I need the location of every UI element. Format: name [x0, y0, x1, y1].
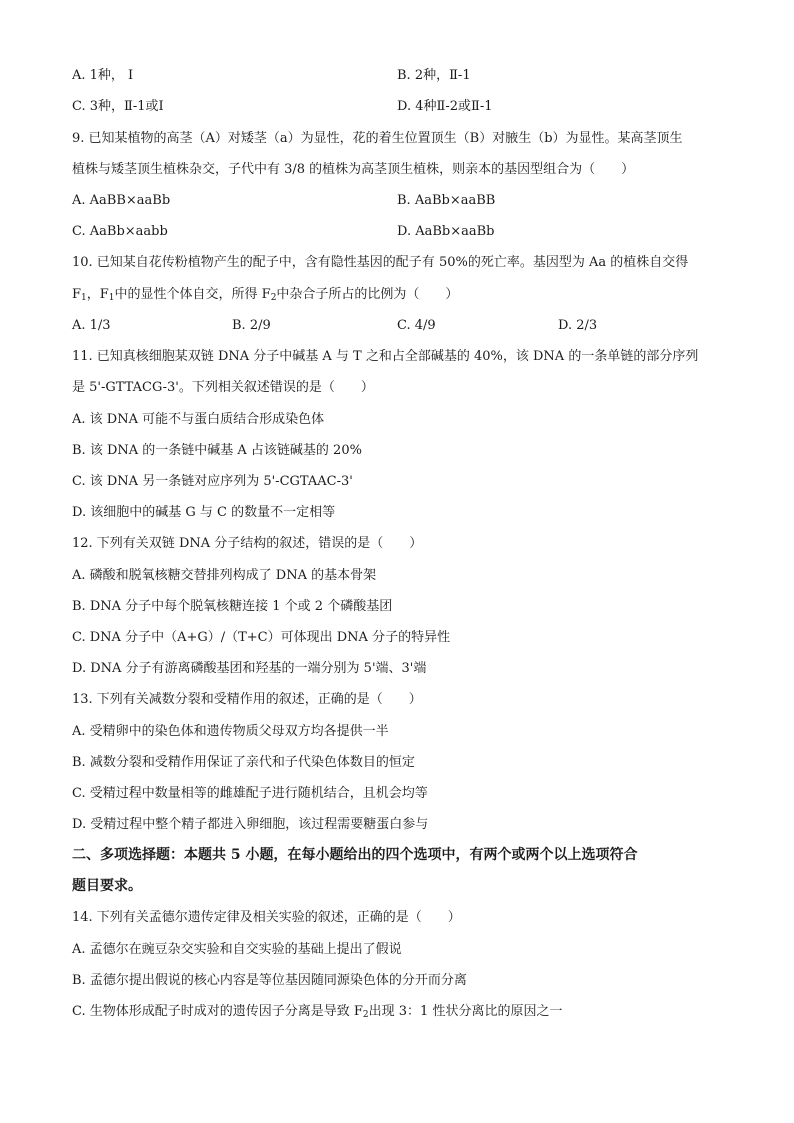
q10-text-mid: ，F [86, 287, 109, 302]
q10-subscript-1: 1 [81, 293, 87, 303]
q9-option-a: A. AaBB×aaBb [72, 193, 171, 208]
q9-stem-line2: 植株与矮茎顶生植株杂交，子代中有 3/8 的植株为高茎顶生植株，则亲本的基因型组合为（ ） [72, 162, 635, 177]
section-2-heading-line1: 二、多项选择题：本题共 5 小题，在每小题给出的四个选项中，有两个或两个以上选项符合 [72, 847, 638, 863]
q14-option-c-subscript: 2 [362, 1010, 369, 1020]
q8-option-a: A. 1种， Ⅰ [72, 68, 134, 83]
q11-stem-line2: 是 5'-GTTACG-3'。下列相关叙述错误的是（ ） [72, 380, 374, 395]
q10-stem-line1: 10. 已知某自花传粉植物产生的配子中，含有隐性基因的配子有 50%的死亡率。基因型为 Aa 的植株自交得 [72, 255, 689, 270]
q11-option-b: B. 该 DNA 的一条链中碱基 A 占该链碱基的 20% [72, 443, 362, 458]
q12-option-b: B. DNA 分子中每个脱氧核糖连接 1 个或 2 个磷酸基团 [72, 599, 393, 614]
q14-option-c-text: C. 生物体形成配子时成对的遗传因子分离是导致 F [72, 1004, 363, 1019]
q8-option-c: C. 3种，Ⅱ-1或Ⅰ [72, 99, 164, 114]
q13-option-c: C. 受精过程中数量相等的雌雄配子进行随机结合，且机会均等 [72, 786, 428, 801]
q12-option-d: D. DNA 分子有游离磷酸基团和羟基的一端分别为 5'端、3'端 [72, 661, 427, 676]
q9-option-d: D. AaBb×aaBb [397, 224, 495, 239]
q12-stem: 12. 下列有关双链 DNA 分子结构的叙述，错误的是（ ） [72, 536, 423, 551]
q10-text-mid2: 中的显性个体自交，所得 F [114, 287, 271, 302]
q11-option-a: A. 该 DNA 可能不与蛋白质结合形成染色体 [72, 412, 325, 427]
q13-option-d: D. 受精过程中整个精子都进入卵细胞，该过程需要糖蛋白参与 [72, 817, 429, 832]
q10-option-a: A. 1/3 [72, 318, 111, 333]
q10-subscript-3: 2 [270, 293, 277, 303]
q9-option-c: C. AaBb×aabb [72, 224, 168, 239]
q14-option-c [72, 1003, 562, 1021]
q14-option-b: B. 孟德尔提出假说的核心内容是等位基因随同源染色体的分开而分离 [72, 973, 467, 988]
q9-option-b: B. AaBb×aaBB [397, 193, 496, 208]
q10-f-label: F [72, 287, 82, 302]
q8-option-b: B. 2种，Ⅱ-1 [397, 68, 471, 83]
q10-option-d: D. 2/3 [558, 318, 598, 333]
q13-stem: 13. 下列有关减数分裂和受精作用的叙述，正确的是（ ） [72, 692, 422, 707]
q11-option-d: D. 该细胞中的碱基 G 与 C 的数量不一定相等 [72, 505, 336, 520]
q8-option-d: D. 4种Ⅱ-2或Ⅱ-1 [397, 99, 493, 114]
q10-subscript-2: 1 [108, 293, 115, 303]
q9-stem-line1: 9. 已知某植物的高茎（A）对矮茎（a）为显性，花的着生位置顶生（B）对腋生（b）为显性。某高茎顶生 [72, 131, 683, 146]
q11-stem-line1: 11. 已知真核细胞某双链 DNA 分子中碱基 A 与 T 之和占全部碱基的 40%，该 DNA 的一条单链的部分序列 [72, 349, 699, 364]
q10-text-post: 中杂合子所占的比例为（ ） [276, 287, 459, 302]
q14-option-c-text-end: 出现 3：1 性状分离比的原因之一 [368, 1004, 563, 1019]
q13-option-a: A. 受精卵中的染色体和遗传物质父母双方均各提供一半 [72, 724, 389, 739]
q14-option-a: A. 孟德尔在豌豆杂交实验和自交实验的基础上提出了假说 [72, 942, 402, 957]
q14-stem: 14. 下列有关孟德尔遗传定律及相关实验的叙述，正确的是（ ） [72, 910, 461, 925]
q10-stem-line2 [72, 286, 458, 304]
section-2-heading-line2: 题目要求。 [72, 878, 142, 894]
q10-option-b: B. 2/9 [232, 318, 271, 333]
q12-option-a: A. 磷酸和脱氧核糖交替排列构成了 DNA 的基本骨架 [72, 568, 377, 583]
q12-option-c: C. DNA 分子中（A+G）/（T+C）可体现出 DNA 分子的特异性 [72, 630, 451, 645]
q11-option-c: C. 该 DNA 另一条链对应序列为 5'-CGTAAC-3' [72, 474, 353, 489]
q13-option-b: B. 减数分裂和受精作用保证了亲代和子代染色体数目的恒定 [72, 755, 415, 770]
q10-option-c: C. 4/9 [397, 318, 436, 333]
